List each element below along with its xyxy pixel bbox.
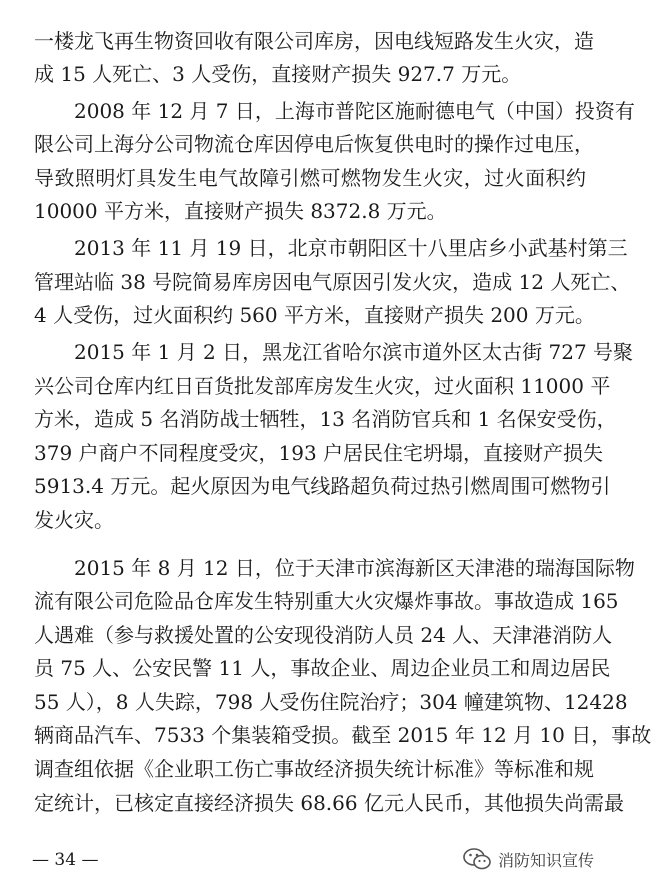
text-line: 限公司上海分公司物流仓库因停电后恢复供电时的操作过电压， xyxy=(34,132,594,156)
text-line: 5913.4 万元。起火原因为电气线路超负荷过热引燃周围可燃物引 xyxy=(34,474,611,498)
text-line: 10000 平方米，直接财产损失 8372.8 万元。 xyxy=(34,199,447,223)
text-line: 导致照明灯具发生电气故障引燃可燃物发生火灾，过火面积约 xyxy=(34,166,586,190)
text-line: 379 户商户不同程度受灾，193 户居民住宅坍塌，直接财产损失 xyxy=(34,441,604,465)
text-line: 发火灾。 xyxy=(34,508,114,532)
watermark xyxy=(462,846,594,872)
wechat-icon xyxy=(462,847,492,871)
text-line: 方米，造成 5 名消防战士牺牲，13 名消防官兵和 1 名保安受伤， xyxy=(34,407,617,431)
text-line: 员 75 人、公安民警 11 人，事故企业、周边企业员工和周边居民 xyxy=(34,656,611,680)
paragraph-first-line: 2008 年 12 月 7 日，上海市普陀区施耐德电气（中国）投资有 xyxy=(74,99,635,123)
text-line: 流有限公司危险品仓库发生特别重大火灾爆炸事故。事故造成 165 xyxy=(34,589,619,613)
paragraph-first-line: 2015 年 1 月 2 日，黑龙江省哈尔滨市道外区太古街 727 号聚 xyxy=(74,340,634,364)
text-line: 一楼龙飞再生物资回收有限公司库房，因电线短路发生火灾，造 xyxy=(34,29,594,53)
paragraph-first-line: 2015 年 8 月 12 日，位于天津市滨海新区天津港的瑞海国际物 xyxy=(74,556,635,580)
text-line: 人遇难（参与救援处置的公安现役消防人员 24 人、天津港消防人 xyxy=(34,623,613,647)
text-line: 调查组依据《企业职工伤亡事故经济损失统计标准》等标准和规 xyxy=(34,757,594,781)
text-line: 辆商品汽车、7533 个集装箱受损。截至 2015 年 12 月 10 日，事故 xyxy=(34,723,651,747)
text-line: 4 人受伤，过火面积约 560 平方米，直接财产损失 200 万元。 xyxy=(34,303,595,327)
text-line: 管理站临 38 号院简易库房因电气原因引发火灾，造成 12 人死亡、 xyxy=(34,270,631,294)
page-number: — 34 — xyxy=(32,850,99,870)
text-line: 定统计，已核定直接经济损失 68.66 亿元人民币，其他损失尚需最 xyxy=(34,791,624,815)
text-line: 成 15 人死亡、3 人受伤，直接财产损失 927.7 万元。 xyxy=(34,62,522,86)
text-line: 兴公司仓库内红日百货批发部库房发生火灾，过火面积 11000 平 xyxy=(34,374,611,398)
text-line: 55 人），8 人失踪，798 人受伤住院治疗；304 幢建筑物、12428 xyxy=(34,690,628,714)
paragraph-first-line: 2013 年 11 月 19 日，北京市朝阳区十八里店乡小武基村第三 xyxy=(74,236,628,260)
watermark-text: 消防知识宣传 xyxy=(497,850,594,870)
